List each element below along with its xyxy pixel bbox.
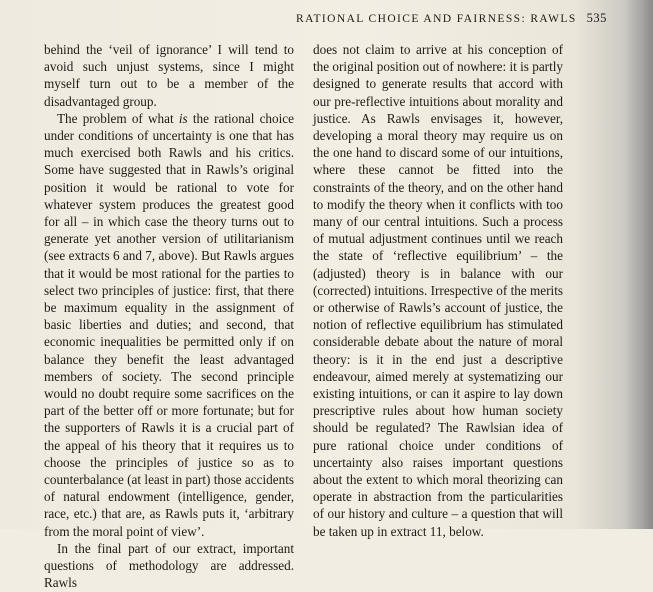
- left-column: [44, 41, 294, 592]
- right-column: [313, 41, 563, 540]
- paragraph: [44, 110, 294, 540]
- running-head: [296, 11, 607, 26]
- page-edge-shadow: [625, 0, 653, 529]
- paragraph: behind the ‘veil of ignorance’ I will tend to avoid such unjust systems, since I might myself turn out to be a member of the disadvantaged group.: [44, 42, 294, 109]
- paragraph-text: The problem of what is the rational choice under conditions of uncertainty is one that has much exercised both Rawls and his critics. Some have suggested that in Rawls’s original position it would be rational to vote for whatever system produces the greatest good for all – in which case the theory turns out to generate yet another version of utilitarianism (see extracts 6 and 7, above). But Rawls argues that it would be most rational for the parties to select two principles of justice: first, that there be maximum equality in the assignment of basic liberties and duties; and second, that economic inequalities be permitted only if on balance they benefit the least advantaged members of society. The second principle would no doubt require some sacrifices on the part of the better off or more fortunate; but for the supporters of Rawls it is a crucial part of the appeal of his theory that it requires us to choose the principles of justice so as to counterbalance (at least in part) those accidents of natural endowment (intelligence, gender, race, etc.) that are, as Rawls puts it, ‘arbitrary from the moral point of view’.: [44, 110, 294, 539]
- emphasis: is: [178, 110, 188, 126]
- paragraph: does not claim to arrive at his conception of the original position out of nowhere: it is partly designed to generate results that accord with our pre-reflective intuitions about morality and justice. As Rawls envisages it, however, developing a moral theory may require us on the one hand to discard some of our intuitions, where these cannot be fitted into the constraints of the theory, and on the other hand to modify the theory when it conflicts with too many of our central intuitions. Such a process of mutual adjustment continues until we reach the state of ‘reflective equilibrium’ – the (adjusted) theory is in balance with our (corrected) intuitions. Irrespective of the merits or otherwise of Rawls’s account of justice, the notion of reflective equilibrium has stimulated considerable debate about the nature of moral theory: is it in the end just a descriptive endeavour, aimed merely at systematizing our existing intuitions, or can it aspire to lay down prescriptive rules about how human society should be regulated? The Rawlsian idea of pure rational choice under conditions of uncertainty also raises important questions about the extent to which moral theorizing can operate in abstraction from the particularities of our history and culture – a question that will be taken up in extract 11, below.: [313, 42, 563, 539]
- running-head-title: RATIONAL CHOICE AND FAIRNESS: RAWLS: [296, 13, 577, 25]
- page-number: 535: [586, 11, 607, 25]
- paragraph: In the final part of our extract, important questions of methodology are addressed. Rawls: [44, 540, 294, 591]
